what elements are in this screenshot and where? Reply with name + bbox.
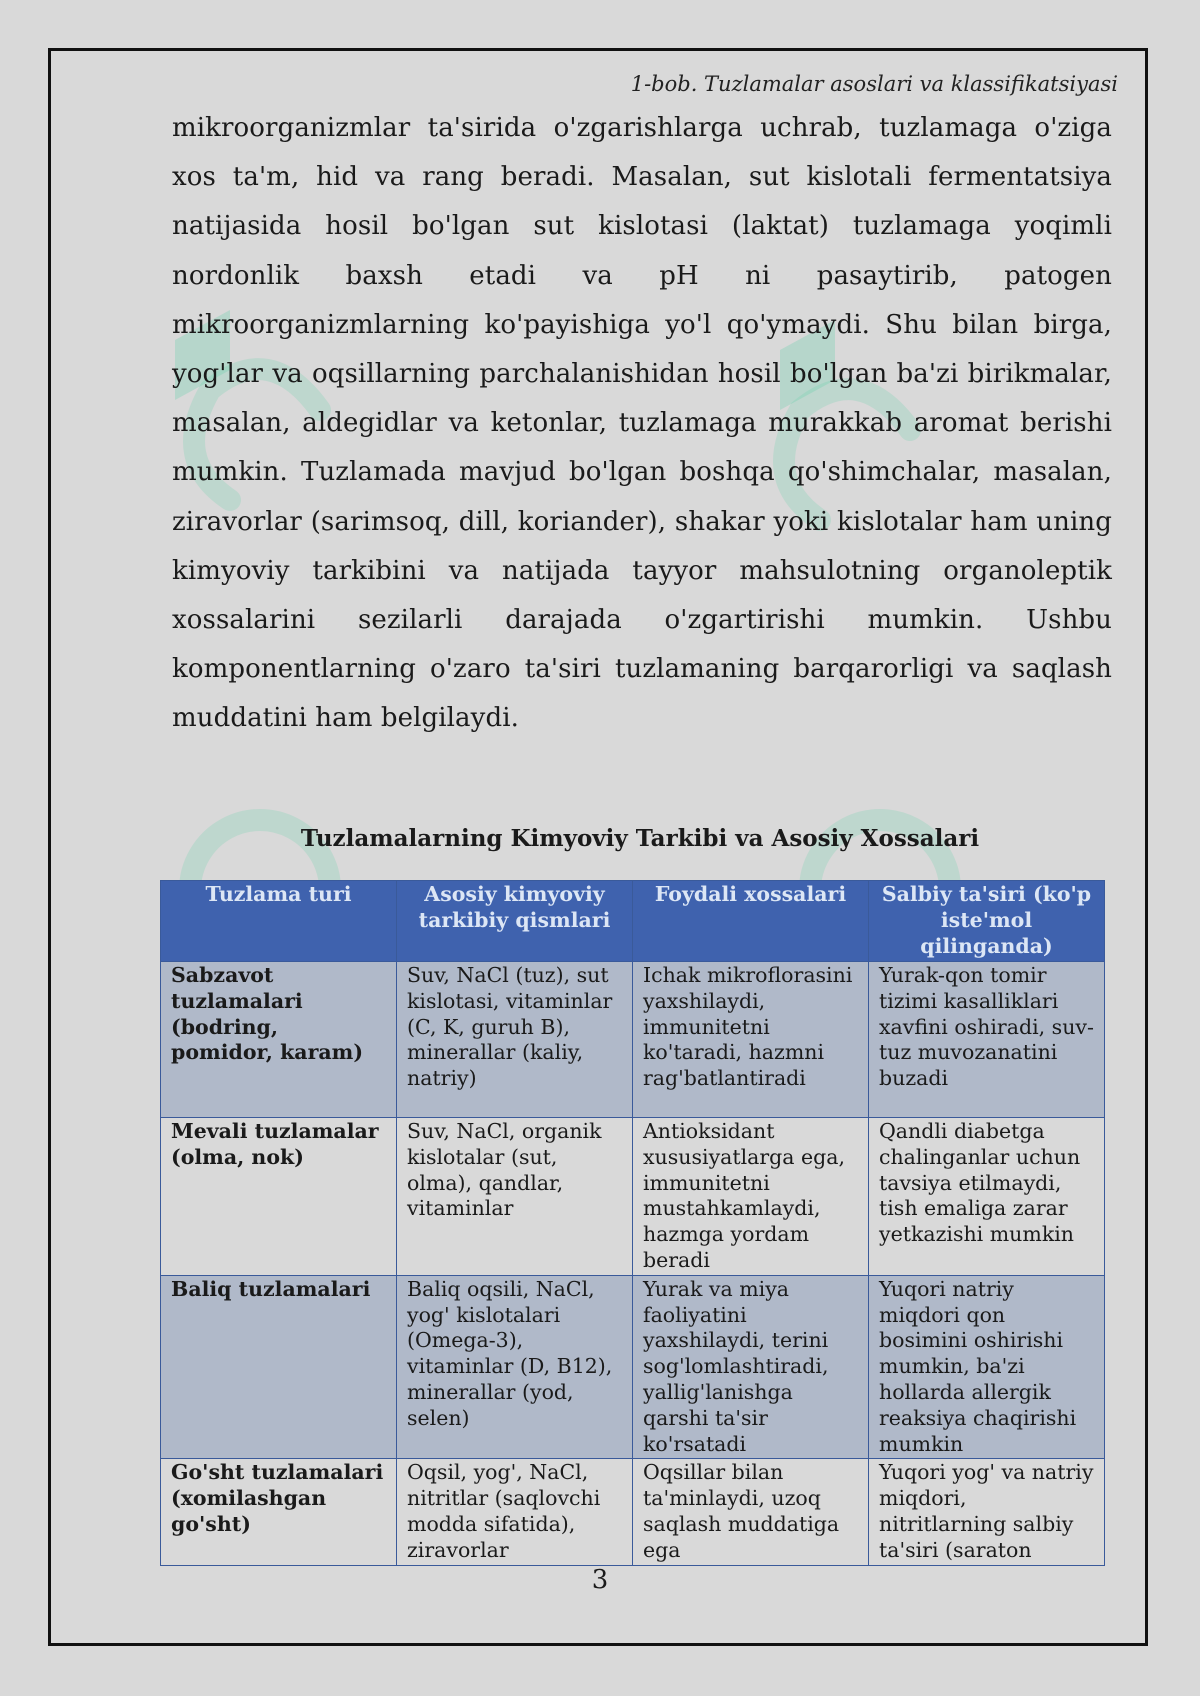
table-cell-type: Baliq tuzlamalari	[161, 1275, 397, 1459]
table-cell-composition: Baliq oqsili, NaCl, yog' kislotalari (Omega-3), vitaminlar (D, B12), minerallar (yod, selen)	[397, 1275, 633, 1459]
table-cell-type: Go'sht tuzlamalari (xomilashgan go'sht)	[161, 1459, 397, 1565]
table-header-row	[161, 881, 1105, 962]
table-row	[161, 1275, 1105, 1459]
page-number: 3	[591, 1565, 609, 1595]
table-cell-benefits: Ichak mikroflorasini yaxshilaydi, immunitetni ko'taradi, hazmni rag'batlantiradi	[633, 962, 869, 1118]
table-cell-composition: Suv, NaCl, organik kislotalar (sut, olma), qandlar, vitaminlar	[397, 1118, 633, 1276]
table-row	[161, 962, 1105, 1118]
running-head: 1-bob. Tuzlamalar asoslari va klassifikatsiyasi	[630, 72, 1118, 96]
table-cell-composition: Suv, NaCl (tuz), sut kislotasi, vitaminlar (C, K, guruh B), minerallar (kaliy, natriy)	[397, 962, 633, 1118]
table-cell-benefits: Oqsillar bilan ta'minlaydi, uzoq saqlash muddatiga ega	[633, 1459, 869, 1565]
table-cell-benefits: Antioksidant xususiyatlarga ega, immunitetni mustahkamlaydi, hazmga yordam beradi	[633, 1118, 869, 1276]
table-row	[161, 1118, 1105, 1276]
table-row	[161, 1459, 1105, 1565]
column-header: Asosiy kimyoviy tarkibiy qismlari	[397, 881, 633, 962]
column-header: Foydali xossalari	[633, 881, 869, 962]
table-title: Tuzlamalarning Kimyoviy Tarkibi va Asosiy Xossalari	[300, 825, 980, 852]
table-cell-composition: Oqsil, yog', NaCl, nitritlar (saqlovchi modda sifatida), ziravorlar	[397, 1459, 633, 1565]
table-cell-harm: Yuqori yog' va natriy miqdori, nitritlarning salbiy ta'siri (saraton	[869, 1459, 1105, 1565]
table-cell-harm: Qandli diabetga chalinganlar uchun tavsiya etilmaydi, tish emaliga zarar yetkazishi mumkin	[869, 1118, 1105, 1276]
composition-table	[160, 880, 1105, 1566]
table-cell-type: Mevali tuzlamalar (olma, nok)	[161, 1118, 397, 1276]
body-paragraph: mikroorganizmlar ta'sirida o'zgarishlarga uchrab, tuzlamaga o'ziga xos ta'm, hid va rang beradi. Masalan, sut kislotali fermentatsiya natijasida hosil bo'lgan sut kislotasi (laktat) tuzlamaga yoqimli nordonlik baxsh etadi va pH ni pasaytirib, patogen mikroorganizmlarning ko'payishiga yo'l qo'ymaydi. Shu bilan birga, yog'lar va oqsillarning parchalanishidan hosil bo'lgan ba'zi birikmalar, masalan, aldegidlar va ketonlar, tuzlamaga murakkab aromat berishi mumkin. Tuzlamada mavjud bo'lgan boshqa qo'shimchalar, masalan, ziravorlar (sarimsoq, dill, koriander), shakar yoki kislotalar ham uning kimyoviy tarkibini va natijada tayyor mahsulotning organoleptik xossalarini sezilarli darajada o'zgartirishi mumkin. Ushbu komponentlarning o'zaro ta'siri tuzlamaning barqarorligi va saqlash muddatini ham belgilaydi.	[172, 113, 1112, 734]
table-cell-benefits: Yurak va miya faoliyatini yaxshilaydi, terini sog'lomlashtiradi, yallig'lanishga qarshi ta'sir ko'rsatadi	[633, 1275, 869, 1459]
table-cell-type: Sabzavot tuzlamalari (bodring, pomidor, karam)	[161, 962, 397, 1118]
column-header: Salbiy ta'siri (ko'p iste'mol qilinganda)	[869, 881, 1105, 962]
column-header: Tuzlama turi	[161, 881, 397, 962]
table-cell-harm: Yurak-qon tomir tizimi kasalliklari xavfini oshiradi, suv-tuz muvozanatini buzadi	[869, 962, 1105, 1118]
table-cell-harm: Yuqori natriy miqdori qon bosimini oshirishi mumkin, ba'zi hollarda allergik reaksiya chaqirishi mumkin	[869, 1275, 1105, 1459]
